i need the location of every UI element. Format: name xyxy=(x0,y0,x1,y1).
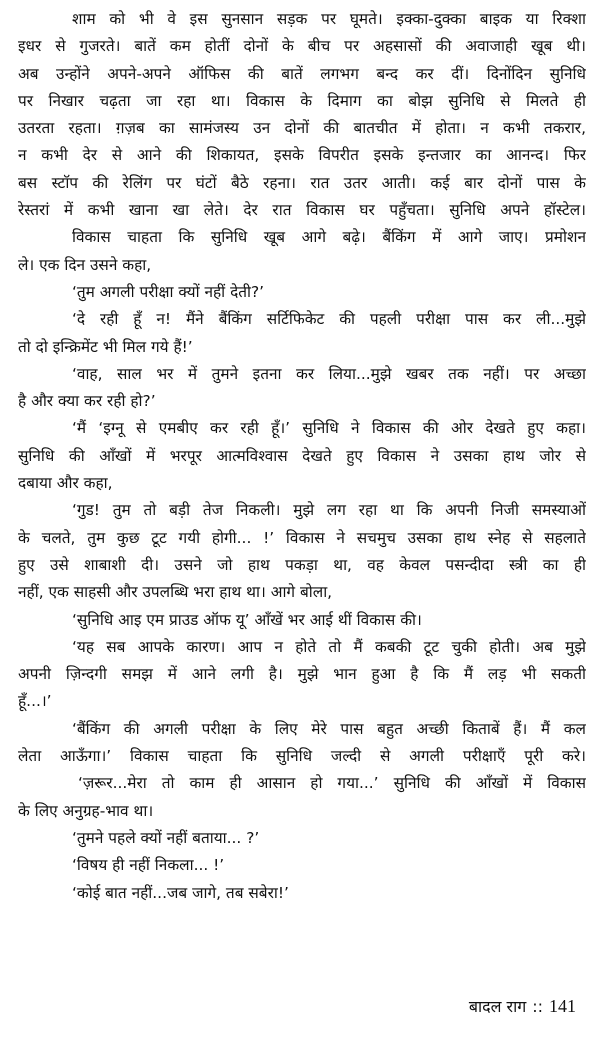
text-line: के लिए अनुग्रह-भाव था। xyxy=(18,801,154,820)
text-line: बस स्टॉप की रेलिंग पर घंटों बैठे रहना। रात उतर आती। कई बार दोनों पास के xyxy=(18,173,586,192)
text-line: सुनिधि की आँखों में भरपूर आत्मविश्वास देखते हुए विकास ने उसका हाथ जोर से xyxy=(18,446,586,465)
text-line: विकास चाहता कि सुनिधि खूब आगे बढ़े। बैंकिंग में आगे जाए। प्रमोशन xyxy=(72,228,586,247)
text-line: ‘सुनिधि आइ एम प्राउड ऑफ यू’ आँखें भर आई थीं विकास की। xyxy=(72,610,422,629)
text-line: ‘मैं ‘इग्नू से एमबीए कर रही हूँ।’ सुनिधि ने विकास की ओर देखते हुए कहा। xyxy=(72,419,586,438)
running-title: बादल राग xyxy=(468,997,527,1016)
text-line: हूँ...।’ xyxy=(18,692,52,711)
text-line: ले। एक दिन उसने कहा, xyxy=(18,255,152,274)
text-line: ‘यह सब आपके कारण। आप न होते तो मैं कबकी टूट चुकी होती। अब मुझे xyxy=(72,637,586,656)
text-line: ‘ज़रूर...मेरा तो काम ही आसान हो गया...’ सुनिधि की आँखों में विकास xyxy=(78,774,586,793)
text-line: ‘विषय ही नहीं निकला... !’ xyxy=(72,856,225,875)
text-line: दबाया और कहा, xyxy=(18,474,113,493)
text-line: ‘तुमने पहले क्यों नहीं बताया... ?’ xyxy=(72,828,260,847)
text-line: पर निखार चढ़ता जा रहा था। विकास के दिमाग का बोझ सुनिधि से मिलते ही xyxy=(18,91,586,110)
text-line: अपनी ज़िन्दगी समझ में आने लगी है। मुझे भान हुआ है कि मैं लड़ भी सकती xyxy=(18,665,586,684)
text-line: ‘कोई बात नहीं...जब जागे, तब सबेरा!’ xyxy=(72,883,289,902)
page-number: 141 xyxy=(549,996,576,1016)
text-line: इधर से गुजरते। बातें कम होतीं दोनों के बीच पर अहसासों की अवाजाही खूब थी। xyxy=(18,37,586,56)
text-line: ‘गुड! तुम तो बड़ी तेज निकली। मुझे लग रहा था कि अपनी निजी समस्याओं xyxy=(72,501,586,520)
text-line: लेता आऊँगा।’ विकास चाहता कि सुनिधि जल्दी से अगली परीक्षाएँ पूरी करे। xyxy=(18,747,586,766)
text-line: नहीं, एक साहसी और उपलब्धि भरा हाथ था। आगे बोला, xyxy=(18,583,333,602)
text-line: ‘बैंकिंग की अगली परीक्षा के लिए मेरे पास बहुत अच्छी किताबें हैं। मैं कल xyxy=(72,719,586,738)
text-line: शाम को भी वे इस सुनसान सड़क पर घूमते। इक्का-दुक्का बाइक या रिक्शा xyxy=(72,10,586,28)
text-line: ‘वाह, साल भर में तुमने इतना कर लिया...मुझे खबर तक नहीं। पर अच्छा xyxy=(72,364,586,383)
text-line: न कभी देर से आने की शिकायत, इसके विपरीत इसके इन्तजार का आनन्द। फिर xyxy=(18,146,586,165)
text-line: है और क्या कर रही हो?’ xyxy=(18,392,156,411)
text-line: ‘तुम अगली परीक्षा क्यों नहीं देती?’ xyxy=(72,282,265,301)
footer-separator: :: xyxy=(532,997,543,1016)
text-line: उतरता रहता। ग़ज़ब का सामंजस्य उन दोनों की बातचीत में होता। न कभी तकरार, xyxy=(18,119,586,138)
text-line: हुए उसे शाबाशी दी। उसने जो हाथ पकड़ा था, वह केवल पसन्दीदा स्त्री का ही xyxy=(18,555,586,574)
text-line: ‘दे रही हूँ न! मैंने बैंकिंग सर्टिफिकेट की पहली परीक्षा पास कर ली...मुझे xyxy=(72,310,586,329)
text-line: रेस्तरां में कभी खाना खा लेते। देर रात विकास घर पहुँचता। सुनिधि अपने हॉस्टेल। xyxy=(18,201,586,220)
page-footer xyxy=(469,995,576,1018)
text-line: के चलते, तुम कुछ टूट गयी होगी... !’ विकास ने सचमुच उसका हाथ स्नेह से सहलाते xyxy=(18,528,586,547)
text-line: अब उन्होंने अपने-अपने ऑफिस की बातें लगभग बन्द कर दीं। दिनोंदिन सुनिधि xyxy=(18,64,586,83)
text-line: तो दो इन्क्रिमेंट भी मिल गये हैं!’ xyxy=(18,337,193,356)
